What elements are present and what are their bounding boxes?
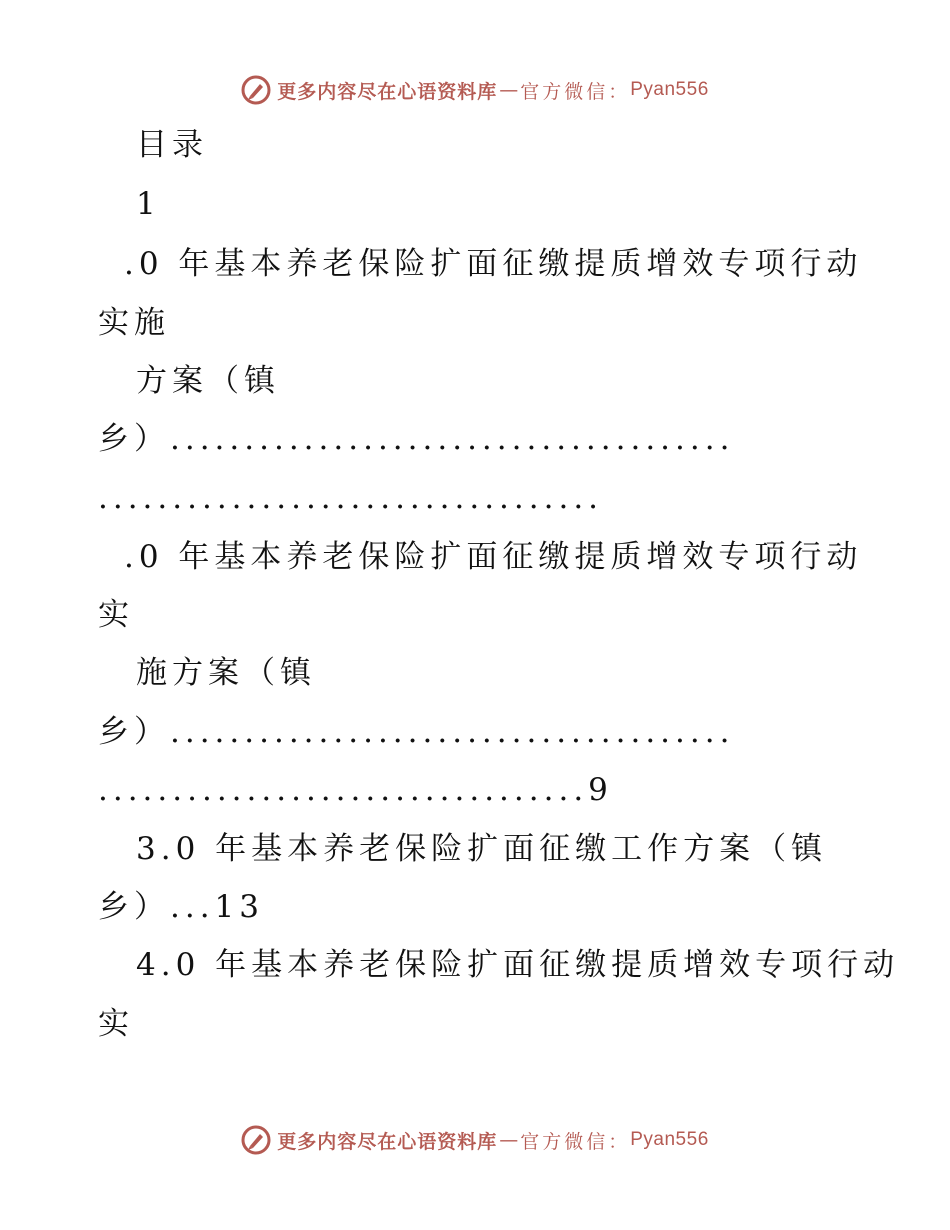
banner-separator: — [499,1129,519,1151]
toc-line: .0 年基本养老保险扩面征缴提质增效专项行动 [124,539,863,575]
toc-line: 乡）...13 [98,889,265,925]
banner-wechat-account: Pyan556 [630,79,709,100]
toc-line: .................................. [98,480,604,516]
toc-line: 3.0 年基本养老保险扩面征缴工作方案（镇 [136,831,828,867]
pen-logo-icon [241,1125,271,1155]
banner-wechat-label: 官方微信： [520,1130,631,1153]
header-banner [0,70,950,110]
toc-line: 1 [136,186,161,222]
toc-line: 方案（镇 [136,363,280,399]
toc-line: 乡）...................................... [98,714,735,750]
toc-line: 实施 [98,305,170,341]
toc-line: .0 年基本养老保险扩面征缴提质增效专项行动 [124,246,863,282]
toc-line: 乡）...................................... [98,421,735,457]
toc-title: 目录 [136,127,208,163]
toc-line: 4.0 年基本养老保险扩面征缴提质增效专项行动 [136,947,900,983]
toc-line: 实 [98,1006,134,1042]
pen-logo-icon [241,75,271,105]
banner-wechat-account: Pyan556 [630,1129,709,1150]
toc-line: .................................9 [98,772,613,808]
banner-brand-text: 更多内容尽在心语资料库 [277,80,498,103]
banner-wechat-label: 官方微信： [520,80,631,103]
banner-separator: — [499,79,519,101]
toc-line: 实 [98,597,134,633]
banner-brand-text: 更多内容尽在心语资料库 [277,1130,498,1153]
toc-line: 施方案（镇 [136,655,316,691]
footer-banner [0,1120,950,1160]
